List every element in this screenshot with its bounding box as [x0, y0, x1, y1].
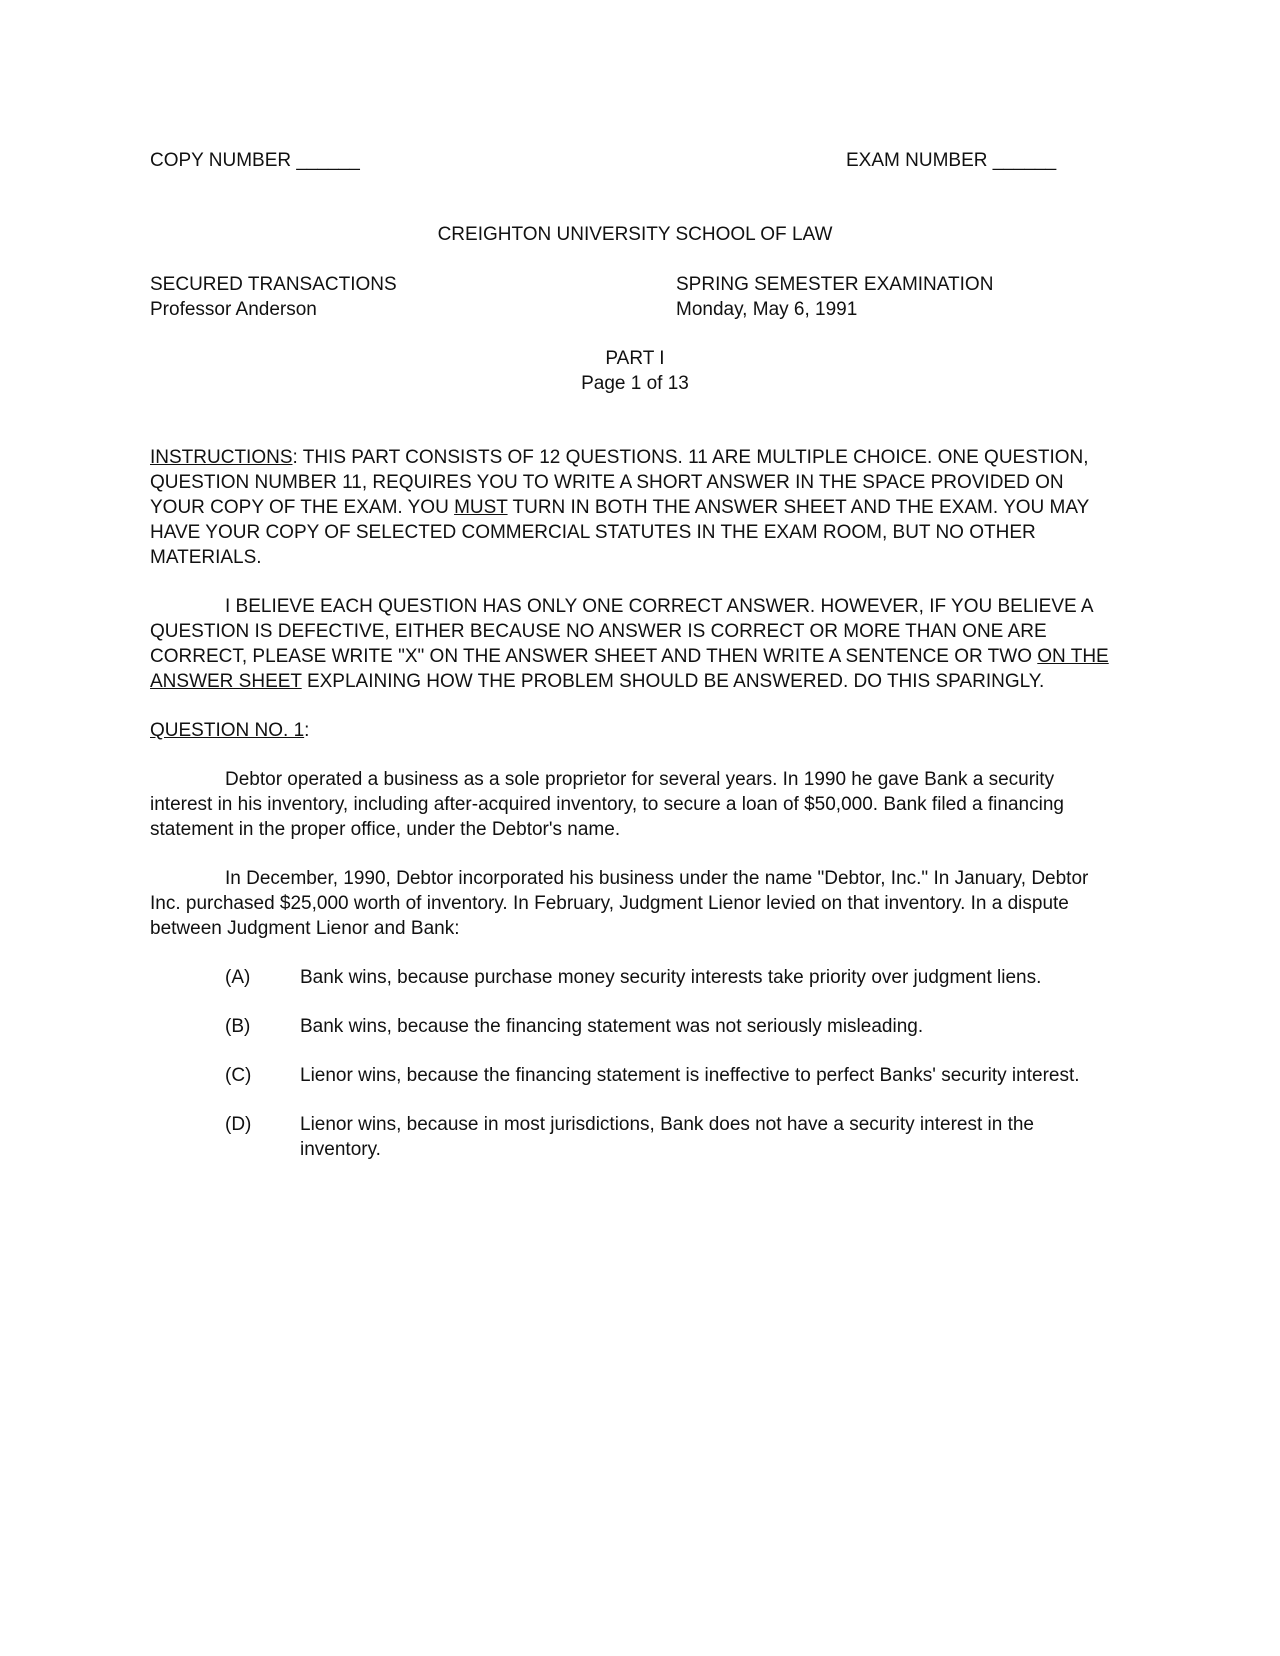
option-a	[150, 965, 1120, 990]
belief-paragraph	[150, 594, 1120, 694]
option-d	[150, 1112, 1120, 1162]
option-c	[150, 1063, 1120, 1088]
option-b	[150, 1014, 1120, 1039]
part-block	[150, 346, 1120, 396]
course-left	[150, 272, 397, 322]
question-paragraph-2: In December, 1990, Debtor incorporated his business under the name "Debtor, Inc." In January, Debtor Inc. purchased $25,000 worth of inventory. In February, Judgment Lienor levied on that inventory. In a dispute between Judgment Lienor and Bank:	[150, 868, 1089, 939]
part-label: PART I	[605, 348, 665, 369]
option-text: Bank wins, because the financing statement was not seriously misleading.	[300, 1016, 924, 1037]
course-title: SECURED TRANSACTIONS	[150, 274, 397, 295]
option-letter: (B)	[225, 1016, 251, 1037]
question-colon: :	[304, 720, 310, 741]
question-number: QUESTION NO. 1	[150, 720, 305, 741]
belief-text-2: EXPLAINING HOW THE PROBLEM SHOULD BE ANSWERED. DO THIS SPARINGLY.	[301, 671, 1045, 692]
answer-options	[150, 965, 1120, 1162]
instructions-paragraph	[150, 445, 1120, 570]
exam-title: SPRING SEMESTER EXAMINATION	[676, 274, 994, 295]
instructions-text-1: : THIS PART CONSISTS OF 12 QUESTIONS. 11 ARE MULTIPLE CHOICE. ONE QUESTION, QUESTION NUMBER 11, REQUIRES YOU TO WRITE A SHORT ANSWER IN THE SPACE PROVIDED ON YOUR COPY OF THE EXAM. YOU	[150, 447, 1089, 518]
course-info	[150, 272, 1120, 322]
option-letter: (A)	[225, 967, 251, 988]
copy-number: COPY NUMBER ______	[150, 150, 360, 171]
school-name: CREIGHTON UNIVERSITY SCHOOL OF LAW	[437, 224, 833, 245]
instructions-must: MUST	[454, 497, 508, 518]
course-right	[676, 272, 993, 322]
option-text: Lienor wins, because in most jurisdictions, Bank does not have a security interest in the inventory.	[300, 1114, 1034, 1160]
exam-number: EXAM NUMBER ______	[846, 150, 1057, 171]
option-text: Bank wins, because purchase money security interests take priority over judgment liens.	[300, 967, 1042, 988]
page-indicator: Page 1 of 13	[581, 373, 689, 394]
professor-name: Professor Anderson	[150, 299, 317, 320]
header-row	[150, 148, 1120, 173]
question-heading	[150, 718, 1120, 743]
option-letter: (D)	[225, 1114, 252, 1135]
question-paragraph-1: Debtor operated a business as a sole proprietor for several years. In 1990 he gave Bank a security interest in his inventory, including after-acquired inventory, to secure a loan of $50,000. Bank filed a financing statement in the proper office, under the Debtor's name.	[150, 769, 1064, 840]
instructions-label: INSTRUCTIONS	[150, 447, 293, 468]
exam-page	[150, 148, 1120, 1186]
belief-text-1: I BELIEVE EACH QUESTION HAS ONLY ONE CORRECT ANSWER. HOWEVER, IF YOU BELIEVE A QUESTION IS DEFECTIVE, EITHER BECAUSE NO ANSWER IS CORRECT OR MORE THAN ONE ARE CORRECT, PLEASE WRITE "X" ON THE ANSWER SHEET AND THEN WRITE A SENTENCE OR TWO	[150, 596, 1093, 667]
option-text: Lienor wins, because the financing statement is ineffective to perfect Banks' security interest.	[300, 1065, 1080, 1086]
belief-underlined: ON THE ANSWER SHEET	[150, 646, 1109, 692]
option-letter: (C)	[225, 1065, 252, 1086]
exam-date: Monday, May 6, 1991	[676, 299, 858, 320]
instructions-text-2: TURN IN BOTH THE ANSWER SHEET AND THE EXAM. YOU MAY HAVE YOUR COPY OF SELECTED COMMERCIAL STATUTES IN THE EXAM ROOM, BUT NO OTHER MATERIALS.	[150, 497, 1089, 568]
